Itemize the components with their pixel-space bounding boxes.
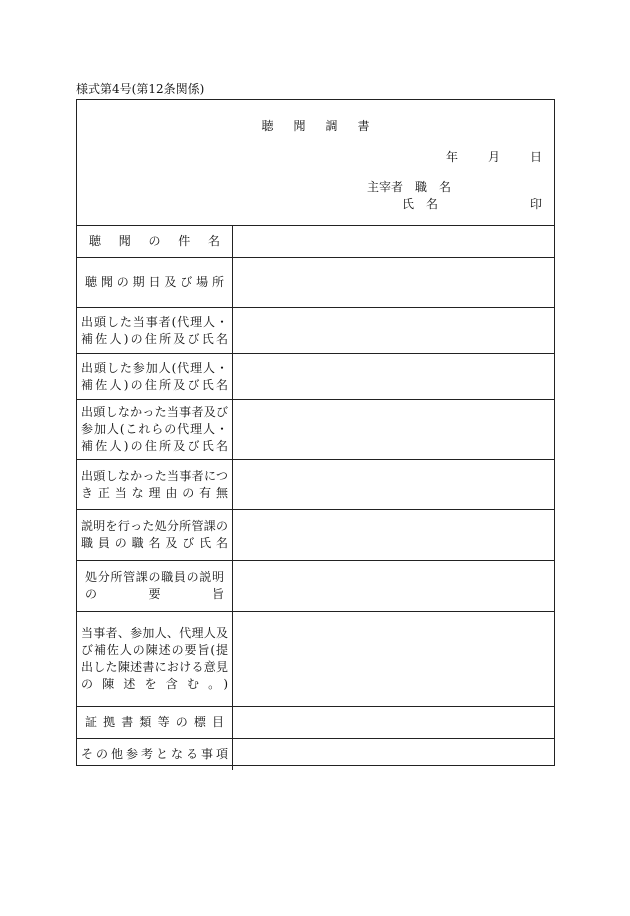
row-label-text: 当事者、参加人、代理人及び補佐人の陳述の要旨(提出した陳述書における意見の陳述を含む。) (81, 626, 228, 691)
row-label (77, 739, 233, 770)
row-value-field[interactable] (233, 226, 554, 257)
row-value-field[interactable] (233, 612, 554, 706)
row-label-text: 処分所管課の職員の説明の要旨 (85, 570, 224, 601)
row-statement-summary (77, 612, 554, 707)
row-case-name (77, 226, 554, 258)
row-label-text: 出頭しなかった当事者につき正当な理由の有無 (81, 468, 228, 500)
presider-name-label: 氏 名 (402, 197, 439, 211)
seal-label: 印 (529, 197, 542, 211)
hearing-record-form (76, 99, 555, 766)
row-value-field[interactable] (233, 460, 554, 509)
row-label-text: 聴聞の件名 (89, 234, 220, 248)
row-label (77, 400, 233, 459)
row-value-field[interactable] (233, 308, 554, 353)
row-label (77, 707, 233, 738)
row-value-field[interactable] (233, 258, 554, 307)
date-line (446, 148, 542, 165)
row-other-references (77, 739, 554, 770)
row-appeared-party (77, 308, 554, 354)
document-title: 聴聞調書 (261, 119, 390, 133)
row-value-field[interactable] (233, 400, 554, 459)
row-absent-party (77, 400, 554, 460)
row-label (77, 308, 233, 353)
form-rows (77, 226, 554, 770)
row-value-field[interactable] (233, 739, 554, 770)
row-label-text: 聴聞の期日及び場所 (85, 275, 224, 289)
row-value-field[interactable] (233, 707, 554, 738)
day-label: 日 (529, 150, 542, 164)
row-label-text: 出頭した当事者(代理人・補佐人)の住所及び氏名 (81, 314, 228, 346)
row-label (77, 226, 233, 257)
form-number-caption: 様式第4号(第12条関係) (76, 82, 205, 96)
form-header (77, 100, 554, 226)
row-appeared-participant (77, 354, 554, 400)
row-label-text: 出頭しなかった当事者及び参加人(これらの代理人・補佐人)の住所及び氏名 (81, 405, 228, 453)
row-value-field[interactable] (233, 510, 554, 560)
row-label-text: 証拠書類等の標目 (85, 715, 224, 729)
row-label (77, 354, 233, 399)
presider-title-label: 主宰者 職 名 (367, 180, 452, 194)
row-label (77, 258, 233, 307)
row-label (77, 561, 233, 611)
row-evidence-list (77, 707, 554, 739)
row-date-place (77, 258, 554, 308)
row-label (77, 510, 233, 560)
row-justifiable-reason (77, 460, 554, 510)
row-value-field[interactable] (233, 561, 554, 611)
row-label-text: 説明を行った処分所管課の職員の職名及び氏名 (81, 519, 228, 550)
row-value-field[interactable] (233, 354, 554, 399)
row-label-text: 出頭した参加人(代理人・補佐人)の住所及び氏名 (81, 360, 228, 392)
row-label (77, 612, 233, 706)
row-label (77, 460, 233, 509)
row-explaining-official (77, 510, 554, 561)
year-label: 年 (445, 150, 458, 164)
month-label: 月 (487, 150, 500, 164)
row-label-text: その他参考となる事項 (81, 747, 228, 761)
row-explanation-summary (77, 561, 554, 612)
